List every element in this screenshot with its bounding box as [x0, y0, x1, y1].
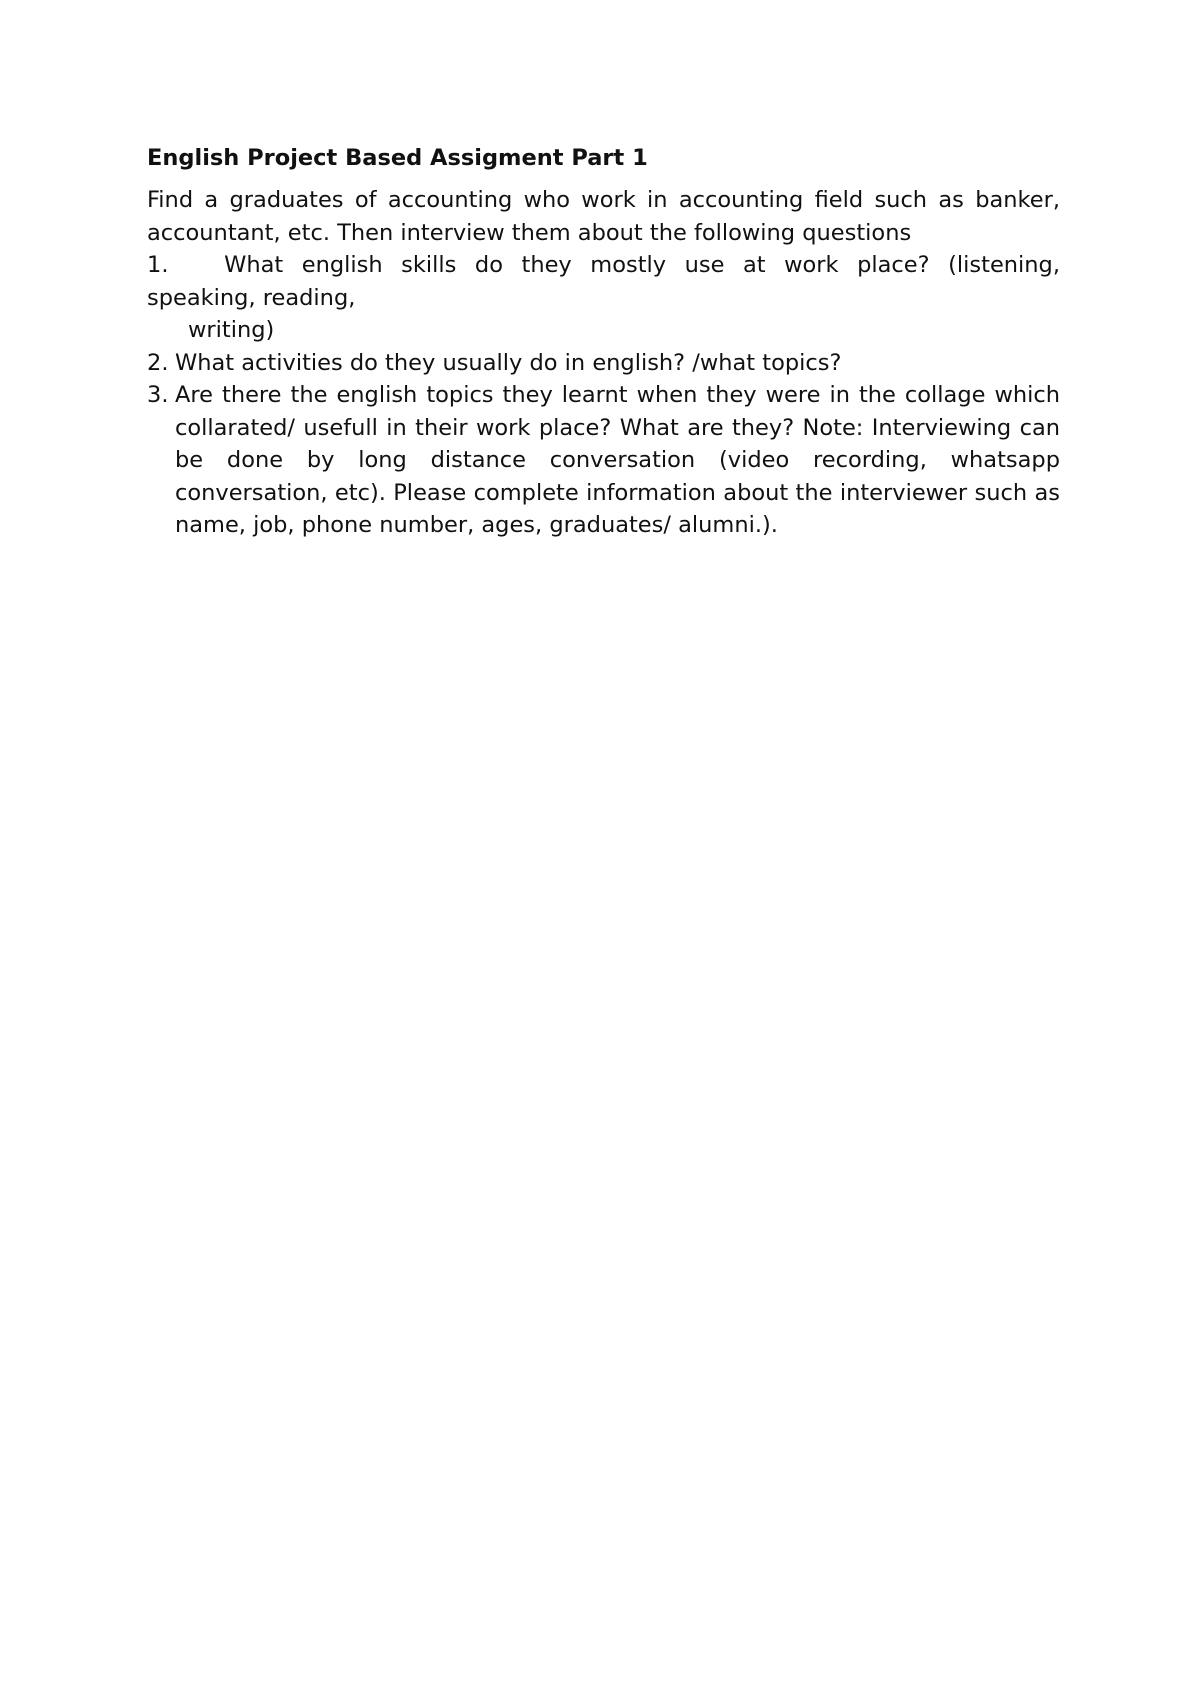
question-2-number: 2.	[147, 349, 169, 376]
document-title: English Project Based Assigment Part 1	[147, 145, 648, 171]
question-1-line-3: writing)	[188, 317, 275, 343]
question-1-number: 1.	[147, 252, 169, 278]
question-2	[147, 347, 1060, 380]
question-1-line-2: speaking, reading,	[147, 284, 356, 311]
question-3	[147, 379, 1060, 542]
question-1-text-line-1: What english skills do they mostly use at work place? (listening,	[224, 252, 1060, 278]
question-1-line-1	[147, 249, 1060, 282]
question-3-number: 3.	[147, 382, 169, 408]
intro-paragraph: Find a graduates of accounting who work in accounting field such as banker, accountant, etc. Then interview them about the following questions	[147, 187, 1060, 246]
question-1	[147, 249, 1060, 347]
question-2-text: What activities do they usually do in english? /what topics?	[175, 349, 842, 376]
document-body	[147, 142, 1060, 542]
question-3-text: Are there the english topics they learnt when they were in the collage which collarated/ usefull in their work place? What are they? Note: Interviewing can be done by long distance conversation (video recording, whatsapp conversation, etc). Please complete information about the interviewer such as name, job, phone number, ages, graduates/ alumni.).	[175, 382, 1060, 538]
